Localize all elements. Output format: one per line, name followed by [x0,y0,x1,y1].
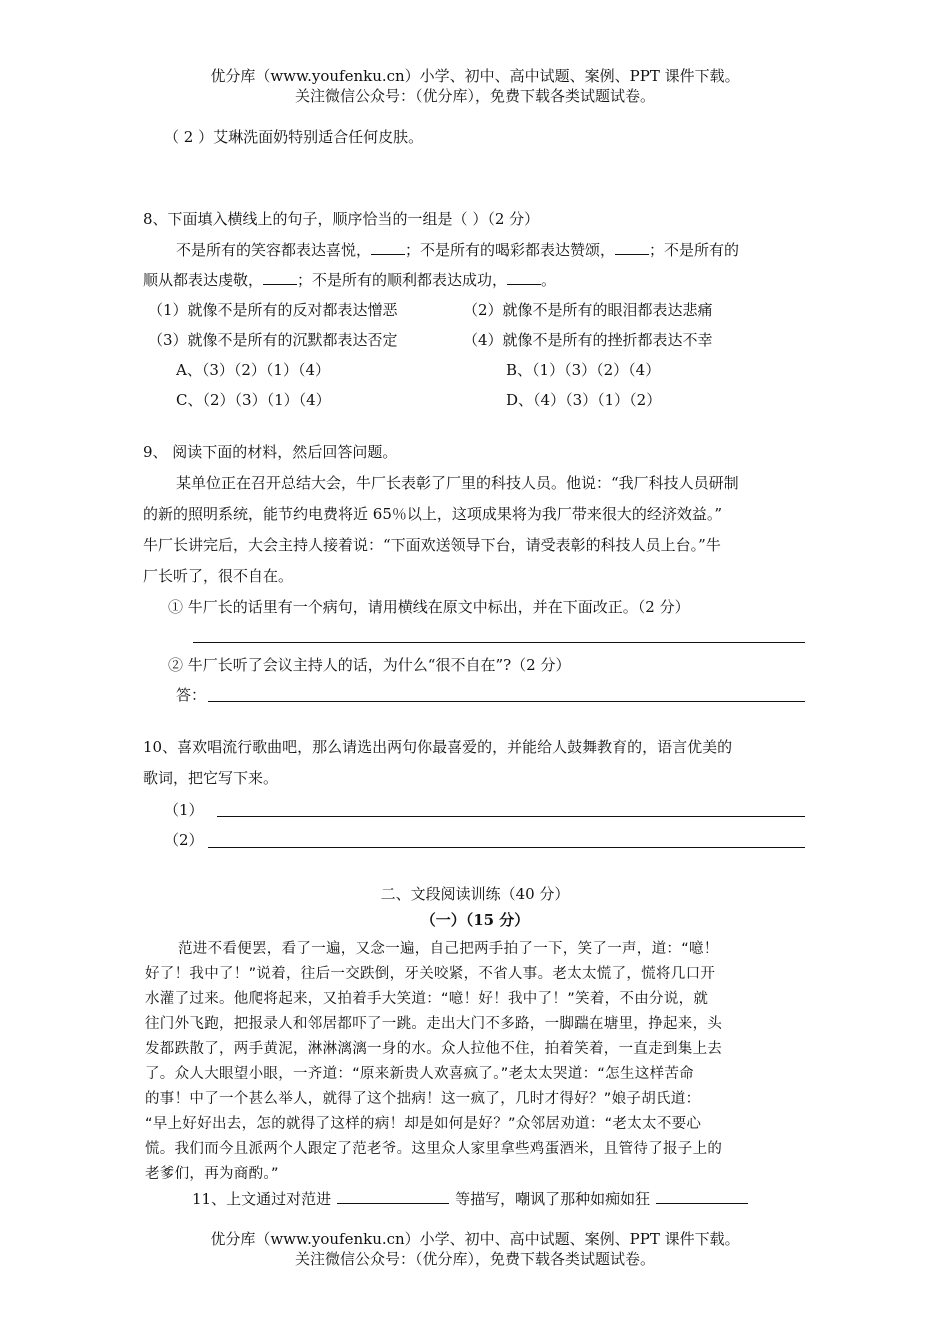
q8-choice-c[interactable]: C、（2）（3）（1）（4） [176,391,331,409]
passage-line-3: 水灌了过来。他爬将起来，又拍着手大笑道：“噫！好！我中了！”笑着，不由分说，就 [145,991,709,1007]
passage-line-9: 慌。我们而今且派两个人跟定了范老爷。这里众人家里拿些鸡蛋酒米，且管待了报子上的 [145,1141,723,1157]
q11-text: 等描写，嘲讽了那种如痴如狂 [455,1190,651,1208]
q10-answer-line-2[interactable] [208,847,805,848]
passage-line-6: 了。众人大眼望小眼，一齐道：“原来新贵人欢喜疯了。”老太太哭道：“怎生这样苦命 [145,1066,694,1082]
q8-option-1: （1）就像不是所有的反对都表达憎恶 [148,301,398,319]
q8-passage-text: ；不是所有的喝彩都表达赞颂， [405,241,616,259]
footer-line-2: 关注微信公众号：（优分库），免费下载各类试题试卷。 [294,1250,655,1268]
passage-line-8: “早上好好出去，怎的就得了这样的病！却是如何是好？”众邻居劝道：“老太太不要心 [145,1116,702,1132]
passage-line-4: 往门外飞跑，把报录人和邻居都吓了一跳。走出大门不多路，一脚踹在塘里，挣起来，头 [145,1016,723,1032]
q11-blank-2[interactable] [656,1189,748,1204]
q9-subquestion-2: ② 牛厂长听了会议主持人的话，为什么“很不自在”?（2 分） [168,656,571,674]
section-2-subtitle: （一）（15 分） [420,911,530,929]
header-line-2: 关注微信公众号：（优分库），免费下载各类试题试卷。 [294,87,655,105]
q8-passage-text: ；不是所有的顺利都表达成功， [297,271,508,289]
q11-text: 11、上文通过对范进 [192,1190,332,1208]
q10-label-2: （2） [164,831,204,849]
q8-passage-text: 顺从都表达虔敬， [143,271,264,289]
q8-blank-2[interactable] [615,240,649,255]
q10-stem-line-1: 10、喜欢唱流行歌曲吧，那么请选出两句你最喜爱的，并能给人鼓舞教育的，语言优美的 [143,738,733,756]
q8-choice-d[interactable]: D、（4）（3）（1）（2） [506,391,662,409]
q10-stem-line-2: 歌词，把它写下来。 [143,769,279,787]
q8-choice-a[interactable]: A、（3）（2）（1）（4） [176,361,331,379]
q9-passage-line-1: 某单位正在召开总结大会，牛厂长表彰了厂里的科技人员。他说：“我厂科技人员研制 [176,474,739,492]
section-2-title: 二、文段阅读训练（40 分） [380,885,570,903]
footer-line-1: 优分库（www.youfenku.cn）小学、初中、高中试题、案例、PPT 课件下载。 [210,1230,740,1248]
q9-answer-line-2[interactable] [208,701,805,702]
q10-label-1: （1） [164,801,204,819]
q8-choice-b[interactable]: B、（1）（3）（2）（4） [506,361,661,379]
q8-blank-3[interactable] [263,270,297,285]
q9-answer-line-1[interactable] [193,642,805,643]
q11-blank-1[interactable] [337,1189,449,1204]
passage-line-7: 的事！中了一个甚么举人，就得了这个拙病！这一疯了，几时才得好？”娘子胡氏道： [145,1091,701,1107]
q9-answer-label: 答： [176,686,207,704]
q8-passage-text: 不是所有的笑容都表达喜悦， [176,241,372,259]
passage-line-1: 范进不看便罢，看了一遍，又念一遍，自己把两手拍了一下，笑了一声，道：“噫！ [178,941,719,957]
q9-passage-line-4: 厂长听了，很不自在。 [143,567,294,585]
q9-passage-line-3: 牛厂长讲完后，大会主持人接着说：“下面欢送领导下台，请受表彰的科技人员上台。”牛 [143,536,721,554]
passage-line-5: 发都跌散了，两手黄泥，淋淋漓漓一身的水。众人拉他不住，拍着笑着，一直走到集上去 [145,1041,723,1057]
header-line-1: 优分库（www.youfenku.cn）小学、初中、高中试题、案例、PPT 课件下载。 [210,67,740,85]
q8-blank-1[interactable] [371,240,405,255]
q8-stem: 8、下面填入横线上的句子，顺序恰当的一组是（ ）（2 分） [143,210,540,228]
q7-item-2: （ 2 ）艾琳洗面奶特别适合任何皮肤。 [164,128,424,146]
q8-passage-text: ；不是所有的 [649,241,740,259]
q9-passage-line-2: 的新的照明系统，能节约电费将近 65％以上，这项成果将为我厂带来很大的经济效益。” [143,505,723,523]
q8-passage-line-2 [143,270,556,290]
q9-stem: 9、 阅读下面的材料，然后回答问题。 [143,443,398,461]
q11-stem [192,1189,748,1209]
q9-subquestion-1: ① 牛厂长的话里有一个病句，请用横线在原文中标出，并在下面改正。（2 分） [168,598,690,616]
q8-passage-text: 。 [541,271,557,289]
q8-option-4: （4）就像不是所有的挫折都表达不幸 [463,331,713,349]
passage-line-10: 老爹们，再为商酌。” [145,1166,279,1182]
passage-line-2: 好了！我中了！”说着，往后一交跌倒，牙关咬紧，不省人事。老太太慌了，慌将几口开 [145,966,716,982]
q10-answer-line-1[interactable] [217,816,805,817]
q8-option-3: （3）就像不是所有的沉默都表达否定 [148,331,398,349]
q8-blank-4[interactable] [507,270,541,285]
q8-option-2: （2）就像不是所有的眼泪都表达悲痛 [463,301,713,319]
q8-passage-line-1 [176,240,739,260]
